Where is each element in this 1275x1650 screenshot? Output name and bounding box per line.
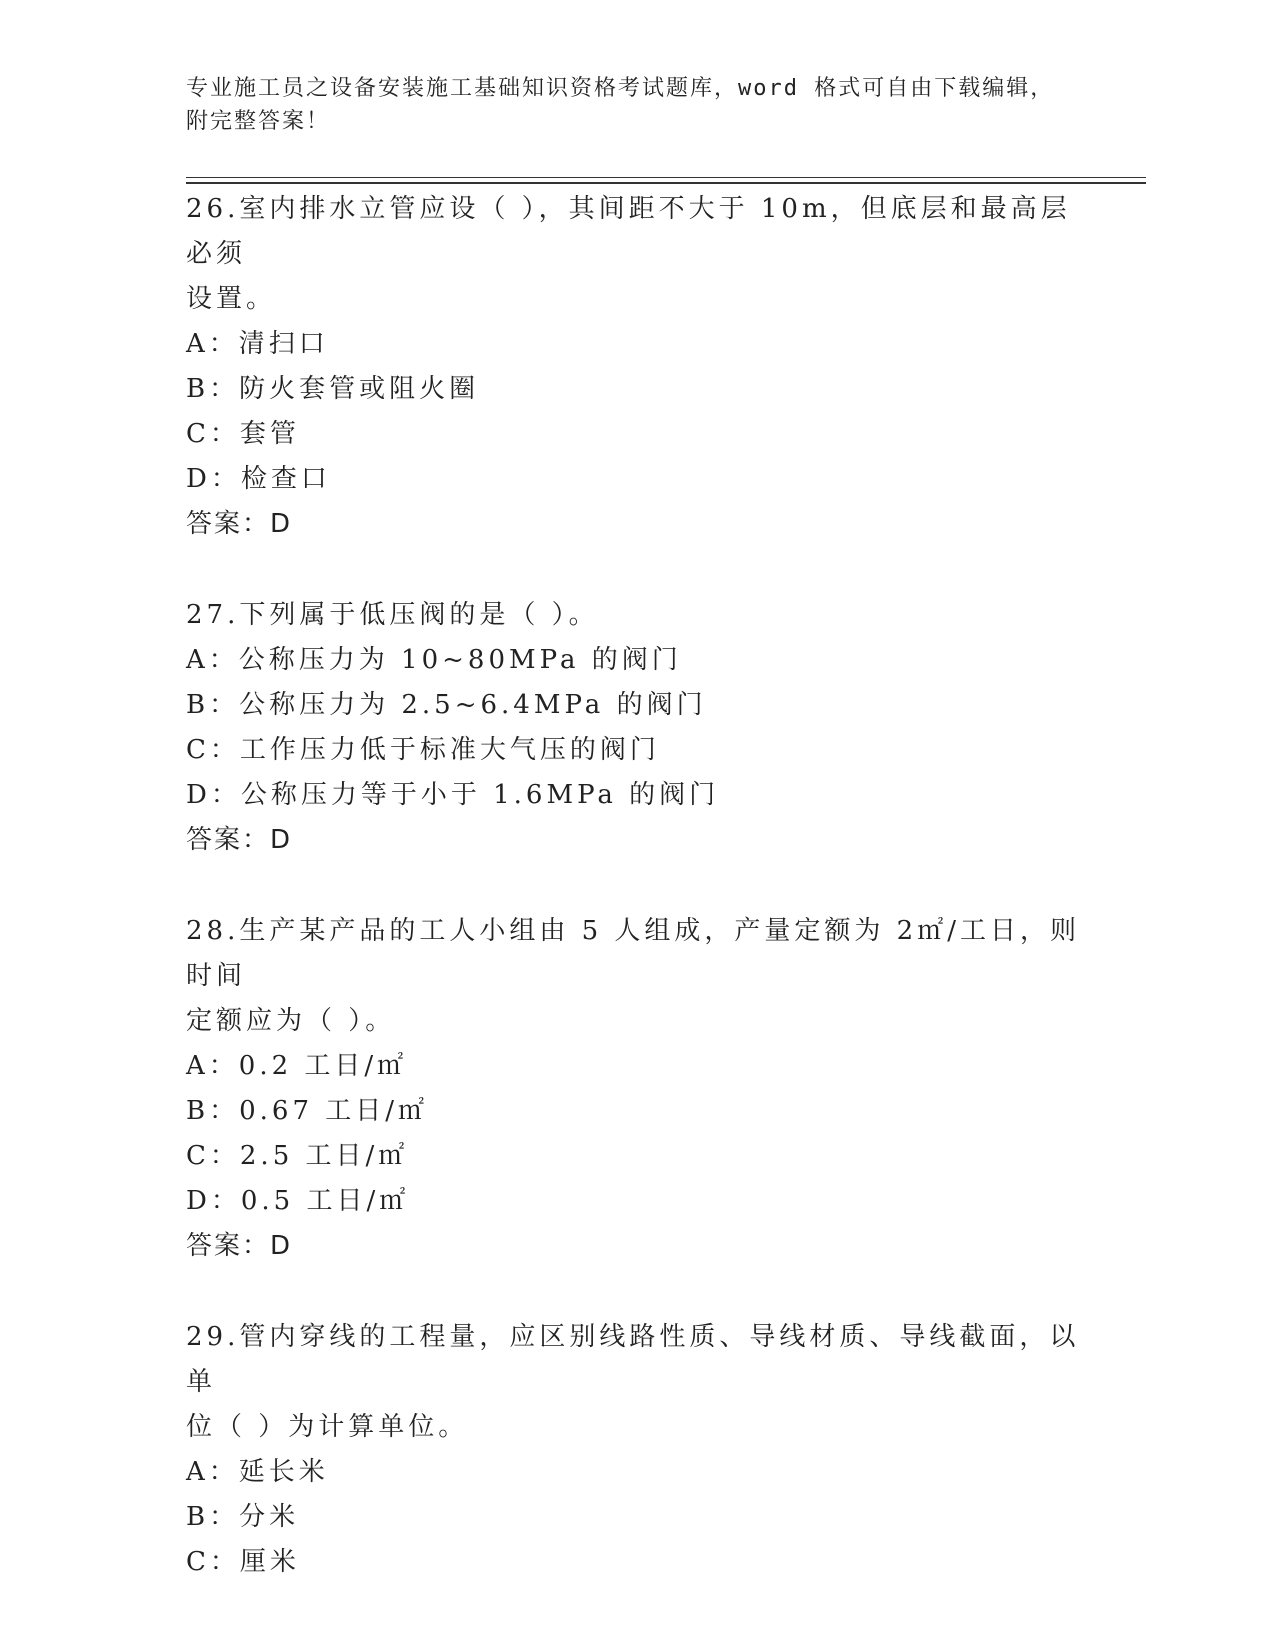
question-stem: 29.管内穿线的工程量，应区别线路性质、导线材质、导线截面，以单	[186, 1322, 1080, 1397]
option-b: B：公称压力为 2.5~6.4MPa 的阀门	[186, 690, 707, 720]
header-divider-thin	[186, 177, 1146, 178]
question-stem-continued: 定额应为（ ）。	[186, 1006, 396, 1036]
option-a: A：延长米	[186, 1457, 329, 1487]
question-29	[186, 1315, 1086, 1585]
question-stem: 26.室内排水立管应设（ ），其间距不大于 10m，但底层和最高层必须	[186, 194, 1071, 269]
option-a: A：清扫口	[186, 329, 329, 359]
question-stem: 28.生产某产品的工人小组由 5 人组成，产量定额为 2㎡/工日，则时间	[186, 916, 1080, 991]
option-a: A：0.2 工日/㎡	[186, 1051, 408, 1081]
question-stem-continued: 位（ ）为计算单位。	[186, 1412, 469, 1442]
question-list	[186, 187, 1086, 1631]
option-b: B：分米	[186, 1502, 300, 1532]
option-c: C：套管	[186, 419, 300, 449]
header-divider-thick	[186, 182, 1146, 184]
option-c: C：厘米	[186, 1547, 300, 1577]
option-d: D：公称压力等于小于 1.6MPa 的阀门	[186, 780, 720, 810]
question-stem-continued: 设置。	[186, 284, 277, 314]
option-d: D：0.5 工日/㎡	[186, 1186, 410, 1216]
answer-text: 答案：D	[186, 825, 293, 855]
option-c: C：工作压力低于标准大气压的阀门	[186, 735, 660, 765]
option-b: B：防火套管或阻火圈	[186, 374, 480, 404]
header-line-1: 专业施工员之设备安装施工基础知识资格考试题库，word 格式可自由下载编辑，	[186, 76, 1055, 101]
option-a: A：公称压力为 10~80MPa 的阀门	[186, 645, 682, 675]
answer-text: 答案：D	[186, 1231, 293, 1261]
document-header	[186, 72, 1066, 138]
question-stem: 27.下列属于低压阀的是（ ）。	[186, 600, 599, 630]
option-c: C：2.5 工日/㎡	[186, 1141, 409, 1171]
question-28	[186, 909, 1086, 1269]
option-b: B：0.67 工日/㎡	[186, 1096, 429, 1126]
answer-text: 答案：D	[186, 509, 293, 539]
question-26	[186, 187, 1086, 547]
question-27	[186, 593, 1086, 863]
option-d: D：检查口	[186, 464, 331, 494]
header-line-2: 附完整答案！	[186, 109, 331, 134]
